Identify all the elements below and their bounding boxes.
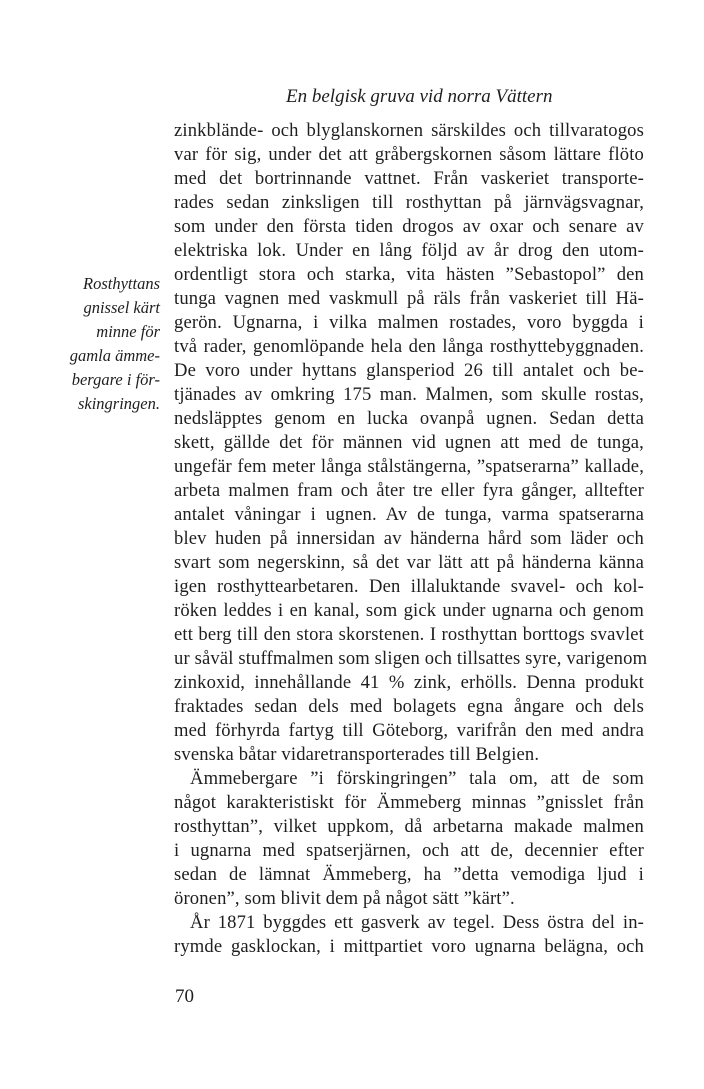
body-line: något karakteristiskt för Ämmeberg minnas ”gnisslet från — [174, 792, 644, 813]
body-line: som under den första tiden drogos av oxar och senare av — [174, 216, 644, 237]
page-number: 70 — [175, 986, 194, 1007]
body-line: fraktades sedan dels med bolagets egna ångare och dels — [174, 696, 644, 717]
body-line: skett, gällde det för männen vid ugnen att med de tunga, — [174, 432, 644, 453]
body-line: De voro under hyttans glansperiod 26 till antalet och be- — [174, 360, 644, 381]
running-head: En belgisk gruva vid norra Vättern — [286, 86, 553, 107]
marginal-note-line: gamla ämme- — [69, 346, 160, 365]
body-line: tunga vagnen med vaskmull på räls från vaskeriet till Hä- — [174, 288, 644, 309]
marginal-note-line: gnissel kärt — [83, 298, 160, 317]
body-line: rosthyttan”, vilket uppkom, då arbetarna makade malmen — [174, 816, 644, 837]
body-line: igen rosthyttearbetaren. Den illaluktande svavel- och kol- — [174, 576, 644, 597]
body-line: ett berg till den stora skorstenen. I rosthyttan borttogs svavlet — [174, 624, 644, 645]
body-line: svart som negerskinn, så det var lätt att på händerna känna — [174, 552, 644, 573]
body-line: öronen”, som blivit dem på något sätt ”kärt”. — [174, 888, 515, 909]
body-line: gerön. Ugnarna, i vilka malmen rostades, voro byggda i — [174, 312, 644, 333]
body-line: nedsläpptes genom en lucka ovanpå ugnen. Sedan detta — [174, 408, 644, 429]
body-line: tjänades av omkring 175 man. Malmen, som skulle rostas, — [174, 384, 644, 405]
body-line: ungefär fem meter långa stålstängerna, ”spatserarna” kallade, — [174, 456, 644, 477]
body-line: År 1871 byggdes ett gasverk av tegel. Dess östra del in- — [190, 912, 644, 933]
body-line: två rader, genomlöpande hela den långa rosthyttebyggnaden. — [174, 336, 644, 357]
body-line: zinkblände- och blyglanskornen särskildes och tillvaratogos — [174, 120, 644, 141]
body-line: sedan de lämnat Ämmeberg, ha ”detta vemodiga ljud i — [174, 864, 644, 885]
marginal-note-line: skingringen. — [77, 394, 160, 413]
body-line: med det bortrinnande vattnet. Från vaskeriet transporte- — [174, 168, 644, 189]
body-line: röken leddes i en kanal, som gick under ugnarna och genom — [174, 600, 644, 621]
body-line: blev huden på innersidan av händerna hård som läder och — [174, 528, 644, 549]
body-line: Ämmebergare ”i förskingringen” tala om, att de som — [190, 768, 644, 789]
body-line: ur såväl stuffmalmen som sligen och tillsattes syre, varigenom — [174, 648, 648, 669]
body-line: svenska båtar vidaretransporterades till Belgien. — [174, 744, 540, 765]
body-line: med förhyrda fartyg till Göteborg, varifrån den med andra — [174, 720, 644, 741]
body-line: arbeta malmen fram och åter tre eller fyra gånger, alltefter — [174, 480, 644, 501]
body-line: zinkoxid, innehållande 41 % zink, erhölls. Denna produkt — [174, 672, 644, 693]
marginal-note-line: Rosthyttans — [83, 274, 160, 293]
body-line: i ugnarna med spatserjärnen, och att de, decennier efter — [174, 840, 644, 861]
body-line: rymde gasklockan, i mittpartiet voro ugnarna belägna, och — [174, 936, 644, 957]
marginal-note-line: bergare i för- — [71, 370, 160, 389]
body-line: var för sig, under det att gråbergskornen såsom lättare flöto — [174, 144, 644, 165]
body-line: elektriska lok. Under en lång följd av år drog den utom- — [174, 240, 644, 261]
body-line: ordentligt stora och starka, vita hästen ”Sebastopol” den — [174, 264, 644, 285]
body-line: rades sedan zinksligen till rosthyttan på järnvägsvagnar, — [174, 192, 644, 213]
body-line: antalet våningar i ugnen. Av de tunga, varma spatserarna — [174, 504, 644, 525]
marginal-note-line: minne för — [96, 322, 160, 341]
